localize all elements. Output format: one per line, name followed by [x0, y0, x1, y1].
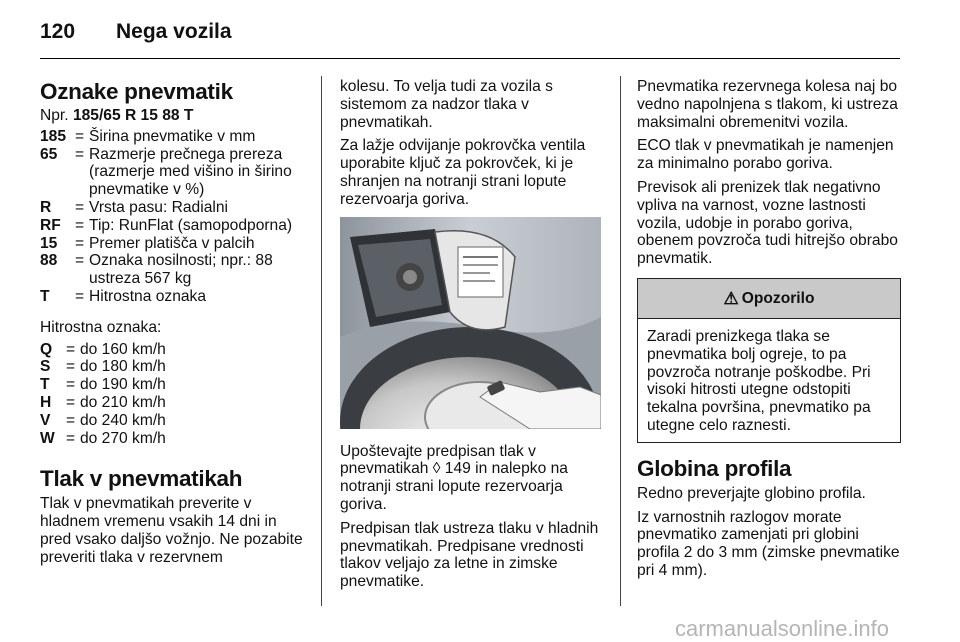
example-line: [40, 107, 312, 125]
speed-row: [40, 341, 312, 359]
speed-value: do 210 km/h: [80, 393, 166, 411]
definition-key: 185: [40, 127, 67, 145]
equals-sign: =: [75, 287, 85, 305]
speed-row: [40, 412, 312, 430]
definition-key: T: [40, 287, 50, 305]
definition-key: RF: [40, 216, 61, 234]
prescribed-pressure-text-continued: 149 in nalepko na notranji strani lopute rezervoarja goriva.: [340, 460, 568, 513]
prescribed-pressure-paragraph: [340, 443, 608, 514]
definition-row: [40, 288, 312, 306]
section-heading-tread-depth: Globina profila: [637, 455, 792, 481]
speed-row: [40, 376, 312, 394]
warning-triangle-icon: ⚠: [723, 288, 739, 308]
definition-row: [40, 199, 312, 217]
section-heading-tire-markings: Oznake pnevmatik: [40, 79, 233, 104]
tread-check-paragraph: Redno preverjajte globino profila.: [637, 484, 866, 502]
speed-row: [40, 430, 312, 448]
equals-sign: =: [75, 216, 85, 234]
speed-value: do 180 km/h: [80, 358, 166, 376]
definition-row: [40, 146, 312, 199]
equals-sign: =: [66, 340, 76, 358]
equals-sign: =: [75, 127, 85, 145]
tire-pressure-paragraph: Tlak v pnevmatikah preverite v hladnem vremenu vsakih 14 dni in pred vsako daljšo vožnjo. Ne pozabite preveriti tlaka v rezervnem: [40, 495, 303, 566]
speed-rating-list: [40, 341, 312, 448]
speed-value: do 160 km/h: [80, 340, 166, 358]
page-reference-triangle-icon: ◊: [432, 460, 441, 478]
definition-value: Oznaka nosilnosti; npr.: 88 ustreza 567 kg: [89, 252, 273, 288]
speed-key: H: [40, 393, 52, 411]
definition-value: Širina pnevmatike v mm: [89, 127, 256, 145]
column-divider-2: [620, 76, 621, 606]
warning-body: Zaradi prenizkega tlaka se pnevmatika bolj ogreje, to pa povzroča notranje poškodbe. Pri visoki hitrosti utegne odstopiti tekalna površina, pnevmatiko pa utegne celo raznesti.: [647, 327, 871, 434]
speed-row: [40, 358, 312, 376]
tread-replace-paragraph: Iz varnostnih razlogov morate pnevmatiko zamenjati pri globini profila 2 do 3 mm (zimske pnevmatike pri 4 mm).: [637, 508, 900, 579]
prescribed-pressure-text: Upoštevajte predpisan tlak v pnevmatikah: [340, 442, 536, 478]
warning-title: Opozorilo: [741, 289, 815, 307]
equals-sign: =: [75, 252, 85, 270]
equals-sign: =: [66, 376, 76, 394]
fuel-flap-valve-illustration: [340, 217, 601, 429]
definition-key: R: [40, 198, 52, 216]
illustration-svg: [340, 217, 601, 429]
example-value: 185/65 R 15 88 T: [72, 107, 194, 124]
definition-row: [40, 235, 312, 253]
page-number: 120: [40, 20, 76, 43]
definition-key: 15: [40, 234, 58, 252]
valve-cap-paragraph: Za lažje odvijanje pokrovčka ventila uporabite ključ za pokrovček, ki je shranjen na notranji strani lopute rezervoarja goriva.: [340, 137, 586, 208]
definition-value: Vrsta pasu: Radialni: [89, 198, 228, 216]
definition-key: 65: [40, 145, 58, 163]
speed-value: do 190 km/h: [80, 376, 166, 394]
speed-key: S: [40, 358, 51, 376]
equals-sign: =: [75, 234, 85, 252]
definition-row: [40, 252, 312, 288]
warning-header: [638, 279, 900, 319]
section-heading-tire-pressure: Tlak v pnevmatikah: [40, 466, 243, 492]
equals-sign: =: [66, 429, 76, 447]
definition-value: Tip: RunFlat (samopodporna): [89, 216, 293, 234]
equals-sign: =: [66, 411, 76, 429]
definition-value: Razmerje prečnega prereza (razmerje med višino in širino pnevmatike v %): [89, 145, 292, 199]
tire-code-definitions: [40, 128, 312, 306]
column-right: [637, 78, 905, 580]
equals-sign: =: [75, 198, 85, 216]
definition-value: Premer platišča v palcih: [89, 234, 255, 252]
header-rule: [40, 58, 900, 59]
example-prefix: Npr.: [40, 107, 73, 124]
definition-key: 88: [40, 252, 58, 270]
speed-value: do 240 km/h: [80, 411, 166, 429]
definition-row: [40, 128, 312, 146]
spare-tire-pressure-paragraph: Pnevmatika rezervnega kolesa naj bo vedno napolnjena s tlakom, ki ustreza maksimalni obremenitvi vozila.: [637, 78, 898, 131]
speed-key: Q: [40, 340, 53, 358]
column-middle: [340, 78, 608, 591]
speed-row: [40, 394, 312, 412]
column-left: [40, 78, 312, 567]
watermark: carmanualsonline.info: [675, 616, 890, 641]
spare-wheel-paragraph: kolesu. To velja tudi za vozila s sistemom za nadzor tlaka v pnevmatikah.: [340, 78, 553, 131]
page-title: Nega vozila: [116, 20, 232, 43]
speed-key: W: [40, 429, 55, 447]
definition-value: Hitrostna oznaka: [89, 287, 207, 305]
definition-row: [40, 217, 312, 235]
eco-pressure-paragraph: ECO tlak v pnevmatikah je namenjen za minimalno porabo goriva.: [637, 137, 894, 173]
warning-box: [637, 278, 901, 443]
speed-key: T: [40, 376, 50, 394]
speed-key: V: [40, 411, 51, 429]
equals-sign: =: [66, 393, 76, 411]
cold-tire-pressure-paragraph: Predpisan tlak ustreza tlaku v hladnih pnevmatikah. Predpisane vrednosti tlakov veljajo za letne in zimske pnevmatike.: [340, 519, 599, 591]
speed-value: do 270 km/h: [80, 429, 166, 447]
pressure-effects-paragraph: Previsok ali prenizek tlak negativno vpliva na varnost, vozne lastnosti vozila, udobje in porabo goriva, obenem povzroča tudi hitrejšo obrabo pnevmatik.: [637, 178, 898, 268]
equals-sign: =: [75, 145, 85, 163]
speed-rating-label: Hitrostna oznaka:: [40, 318, 162, 336]
equals-sign: =: [66, 358, 76, 376]
column-divider-1: [321, 76, 322, 606]
